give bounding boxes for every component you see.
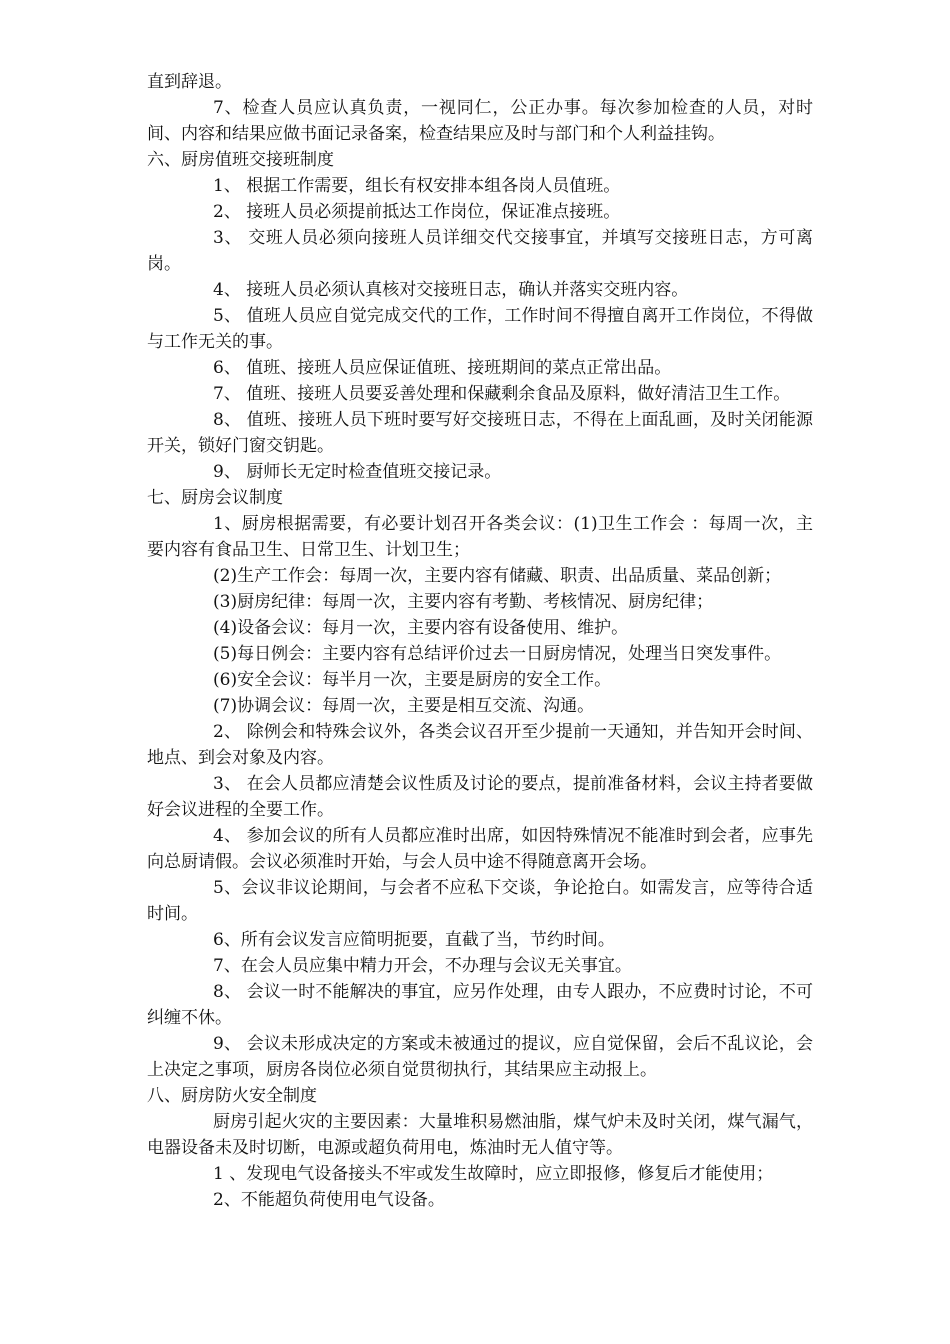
list-item: (2)生产工作会：每周一次，主要内容有储藏、职责、出品质量、菜品创新；: [213, 566, 782, 586]
list-item: (7)协调会议：每周一次，主要是相互交流、沟通。: [213, 696, 595, 716]
list-item: (6)安全会议：每半月一次，主要是厨房的安全工作。: [213, 670, 612, 690]
list-item: 9、 会议未形成决定的方案或未被通过的提议，应自觉保留，会后不乱议论，会上决定之事项，厨房各岗位必须自觉贯彻执行，其结果应主动报上。: [147, 1034, 813, 1080]
section-heading-7: 七、厨房会议制度: [147, 488, 283, 508]
list-item: 3、 在会人员都应清楚会议性质及讨论的要点，提前准备材料，会议主持者要做好会议进程的全要工作。: [147, 774, 813, 820]
list-item: 5、会议非议论期间，与会者不应私下交谈，争论抢白。如需发言，应等待合适时间。: [147, 878, 813, 924]
document-body: [147, 69, 813, 1213]
list-item: 8、 值班、接班人员下班时要写好交接班日志，不得在上面乱画，及时关闭能源开关，锁好门窗交钥匙。: [147, 410, 813, 456]
list-item: 2、 接班人员必须提前抵达工作岗位，保证准点接班。: [213, 202, 621, 222]
list-item: (3)厨房纪律：每周一次，主要内容有考勤、考核情况、厨房纪律；: [213, 592, 714, 612]
list-item: 5、 值班人员应自觉完成交代的工作，工作时间不得擅自离开工作岗位，不得做与工作无关的事。: [147, 306, 813, 352]
paragraph-fire-causes: 厨房引起火灾的主要因素：大量堆积易燃油脂，煤气炉未及时关闭，煤气漏气，电器设备未及时切断，电源或超负荷用电，炼油时无人值守等。: [147, 1112, 813, 1158]
list-item: 8、 会议一时不能解决的事宜，应另作处理，由专人跟办，不应费时讨论，不可纠缠不休。: [147, 982, 813, 1028]
list-item: 2、不能超负荷使用电气设备。: [213, 1190, 445, 1210]
paragraph-inspection-item-7: 7、检查人员应认真负责，一视同仁，公正办事。每次参加检查的人员，对时间、内容和结果应做书面记录备案，检查结果应及时与部门和个人利益挂钩。: [147, 98, 813, 144]
list-item: 4、 接班人员必须认真核对交接班日志，确认并落实交班内容。: [213, 280, 689, 300]
section-heading-6: 六、厨房值班交接班制度: [147, 150, 334, 170]
list-item: (4)设备会议：每月一次，主要内容有设备使用、维护。: [213, 618, 629, 638]
section-heading-8: 八、厨房防火安全制度: [147, 1086, 317, 1106]
list-item: 1、厨房根据需要，有必要计划召开各类会议：(1)卫生工作会 ：每周一次，主要内容有食品卫生、日常卫生、计划卫生；: [147, 514, 813, 560]
list-item: 2、 除例会和特殊会议外，各类会议召开至少提前一天通知，并告知开会时间、地点、到会对象及内容。: [147, 722, 813, 768]
list-item: 9、 厨师长无定时检查值班交接记录。: [213, 462, 502, 482]
list-item: 4、 参加会议的所有人员都应准时出席，如因特殊情况不能准时到会者，应事先向总厨请假。会议必须准时开始，与会人员中途不得随意离开会场。: [147, 826, 813, 872]
list-item: 6、所有会议发言应简明扼要，直截了当，节约时间。: [213, 930, 615, 950]
list-item: 1、 根据工作需要，组长有权安排本组各岗人员值班。: [213, 176, 621, 196]
list-item: (5)每日例会：主要内容有总结评价过去一日厨房情况，处理当日突发事件。: [213, 644, 782, 664]
list-item: 7、在会人员应集中精力开会，不办理与会议无关事宜。: [213, 956, 632, 976]
list-item: 3、 交班人员必须向接班人员详细交代交接事宜，并填写交接班日志，方可离岗。: [147, 228, 813, 274]
paragraph-continuation: 直到辞退。: [147, 72, 232, 92]
list-item: 1 、发现电气设备接头不牢或发生故障时，应立即报修，修复后才能使用；: [213, 1164, 774, 1184]
list-item: 7、 值班、接班人员要妥善处理和保藏剩余食品及原料，做好清洁卫生工作。: [213, 384, 791, 404]
list-item: 6、 值班、接班人员应保证值班、接班期间的菜点正常出品。: [213, 358, 672, 378]
